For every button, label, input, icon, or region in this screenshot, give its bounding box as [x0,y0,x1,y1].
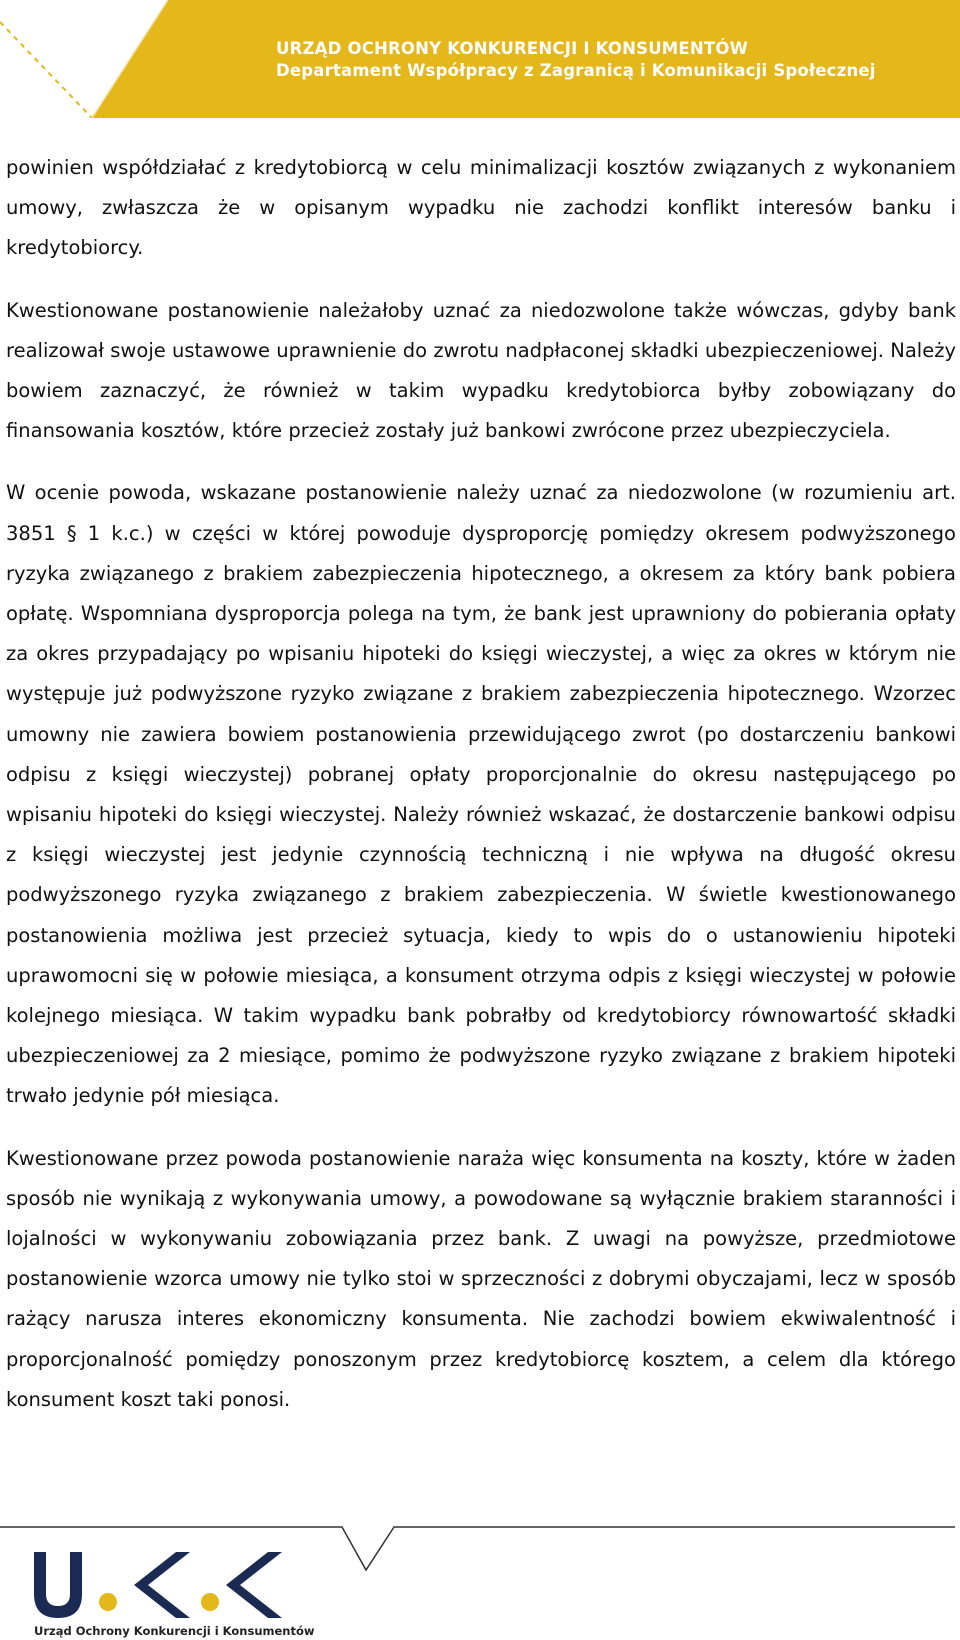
header-banner [0,0,960,118]
logo-dot-1 [99,1593,117,1611]
footer-rule [0,1527,955,1570]
logo-letter-u [34,1552,82,1618]
paragraph-2: Kwestionowane postanowienie należałoby uznać za niedozwolone także wówczas, gdyby bank realizował swoje ustawowe uprawnienie do zwrotu nadpłaconej składki ubezpieczeniowej. Należy bowiem zaznaczyć, że również w takim wypadku kredytobiorca byłby zobowiązany do finansowania kosztów, które przecież zostały już bankowi zwrócone przez ubezpieczyciela. [6,298,956,443]
footer [0,1524,960,1640]
org-name: URZĄD OCHRONY KONKURENCJI I KONSUMENTÓW [276,39,748,58]
logo-caption: Urząd Ochrony Konkurencji i Konsumentów [34,1624,315,1638]
footer-graphic [0,1524,960,1640]
ukk-logo [34,1552,282,1618]
logo-dot-2 [201,1593,219,1611]
paragraph-4: Kwestionowane przez powoda postanowienie naraża więc konsumenta na koszty, które w żaden sposób nie wynikają z wykonywania umowy, a powodowane są wyłącznie brakiem staranności i lojalności w wykonywaniu zobowiązania przez bank. Z uwagi na powyższe, przedmiotowe postanowienie wzorca umowy nie tylko stoi w sprzeczności z dobrymi obyczajami, lecz w sposób rażący narusza interes ekonomiczny konsumenta. Nie zachodzi bowiem ekwiwalentność i proporcjonalność pomiędzy ponoszonym przez kredytobiorcę kosztem, a celem dla którego konsument koszt taki ponosi. [6,1146,956,1411]
header-text [276,38,876,82]
paragraph-3: W ocenie powoda, wskazane postanowienie należy uznać za niedozwolone (w rozumieniu art. 3851 § 1 k.c.) w części w której powoduje dysproporcję pomiędzy okresem podwyższonego ryzyka związanego z brakiem zabezpieczenia hipotecznego, a okresem za który bank pobiera opłatę. Wspomniana dysproporcja polega na tym, że bank jest uprawniony do pobierania opłaty za okres przypadający po wpisaniu hipoteki do księgi wieczystej, a więc za okres w którym nie występuje już podwyższone ryzyko związane z brakiem zabezpieczenia hipotecznego. Wzorzec umowny nie zawiera bowiem postanowienia przewidującego zwrot (po dostarczeniu bankowi odpisu z księgi wieczystej) pobranej opłaty proporcjonalnie do okresu następującego po wpisaniu hipoteki do księgi wieczystej. Należy również wskazać, że dostarczenie bankowi odpisu z księgi wieczystej jest jedynie czynnością techniczną i nie wpływa na długość okresu podwyższonego ryzyka związanego z brakiem zabezpieczenia. W świetle kwestionowanego postanowienia możliwa jest przecież sytuacja, kiedy to wpis do o ustanowieniu hipoteki uprawomocni się w połowie miesiąca, a konsument otrzyma odpis z księgi wieczystej w połowie kolejnego miesiąca. W takim wypadku bank pobrałby od kredytobiorcy równowartość składki ubezpieczeniowej za 2 miesiące, pomimo że podwyższone ryzyko związane z brakiem hipoteki trwało jedynie pół miesiąca. [6,481,956,1108]
logo-letter-k-2 [226,1552,282,1618]
header-dashed-line [0,22,92,118]
logo-letter-k-1 [134,1552,190,1618]
document-body [6,148,956,1442]
paragraph-1: powinien współdziałać z kredytobiorcą w celu minimalizacji kosztów związanych z wykonaniem umowy, zwłaszcza że w opisanym wypadku nie zachodzi konflikt interesów banku i kredytobiorcy. [6,156,956,260]
department-name: Departament Współpracy z Zagranicą i Komunikacji Społecznej [276,61,876,80]
